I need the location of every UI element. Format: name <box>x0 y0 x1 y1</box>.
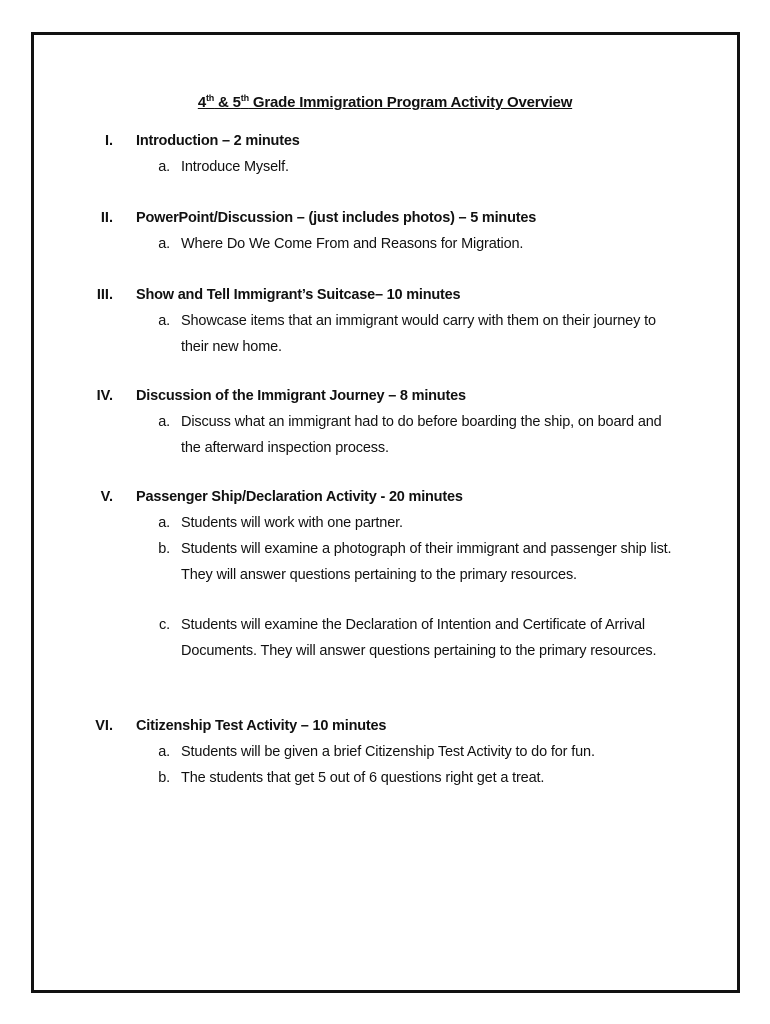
item-letter: a. <box>158 414 170 430</box>
item-letter: b. <box>158 770 170 786</box>
section-heading: Introduction – 2 minutes <box>136 133 300 149</box>
section-numeral: V. <box>100 489 113 505</box>
item-text: Students will work with one partner. <box>181 515 403 531</box>
item-letter: a. <box>158 515 170 531</box>
title-sup-2: th <box>240 93 249 103</box>
item-text: Introduce Myself. <box>181 159 289 175</box>
item-text: Students will be given a brief Citizenship Test Activity to do for fun. <box>181 744 595 760</box>
item-letter: c. <box>159 617 170 633</box>
section-heading: PowerPoint/Discussion – (just includes photos) – 5 minutes <box>136 210 537 226</box>
item-letter: a. <box>158 236 170 252</box>
item-letter: a. <box>158 313 170 329</box>
section-numeral: I. <box>104 133 113 149</box>
section-heading: Discussion of the Immigrant Journey – 8 minutes <box>136 388 466 404</box>
section-numeral: IV. <box>96 388 113 404</box>
item-text: Showcase items that an immigrant would carry with them on their journey to their new home. <box>181 313 656 355</box>
item-text: Where Do We Come From and Reasons for Migration. <box>181 236 524 252</box>
item-text: Discuss what an immigrant had to do before boarding the ship, on board and the afterward inspection process. <box>181 414 662 456</box>
item-text: Students will examine a photograph of their immigrant and passenger ship list. They will answer questions pertaining to the primary resources. <box>181 541 672 583</box>
section-numeral: II. <box>100 210 113 226</box>
document-title <box>0 94 770 111</box>
item-letter: b. <box>158 541 170 557</box>
title-part-1: 4 <box>197 94 206 111</box>
section-numeral: VI. <box>95 718 113 734</box>
title-part-2: & 5 <box>214 94 241 111</box>
title-part-3: Grade Immigration Program Activity Overview <box>248 94 573 111</box>
item-letter: a. <box>158 744 170 760</box>
item-text: The students that get 5 out of 6 questions right get a treat. <box>181 770 545 786</box>
section-numeral: III. <box>96 287 113 303</box>
item-letter: a. <box>158 159 170 175</box>
item-text: Students will examine the Declaration of Intention and Certificate of Arrival Documents. They will answer questions pertaining to the primary resources. <box>181 617 657 659</box>
section-heading: Citizenship Test Activity – 10 minutes <box>136 718 387 734</box>
title-sup-1: th <box>205 93 215 103</box>
section-heading: Show and Tell Immigrant’s Suitcase– 10 minutes <box>136 287 461 303</box>
section-heading: Passenger Ship/Declaration Activity - 20 minutes <box>136 489 463 505</box>
